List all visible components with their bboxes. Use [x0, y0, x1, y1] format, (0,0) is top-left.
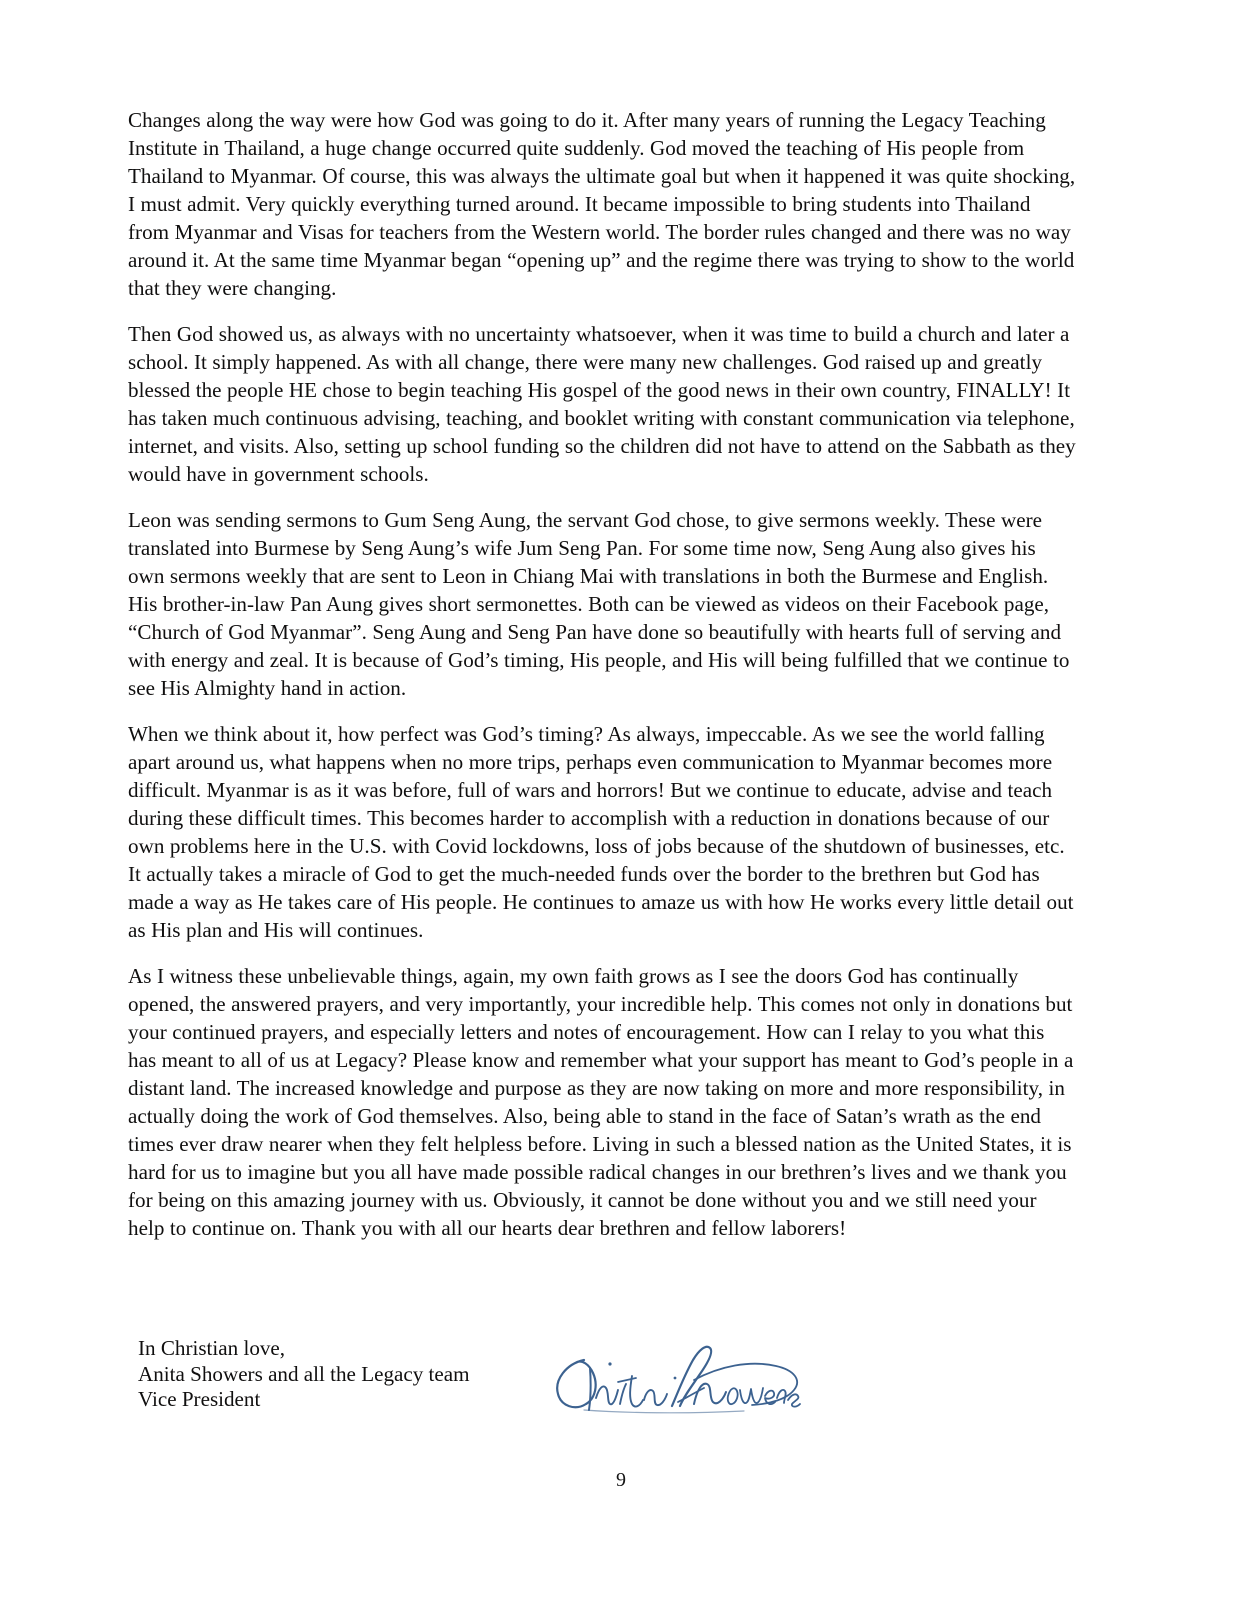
paragraph-5: As I witness these unbelievable things, again, my own faith grows as I see the doors God has continually opened, the answered prayers, and very importantly, your incredible help. This comes not only in donations but your continued prayers, and especially letters and notes of encouragement. How can I relay to you what this has meant to all of us at Legacy? Please know and remember what your support has meant to God’s people in a distant land. The increased knowledge and purpose as they are now taking on more and more responsibility, in actually doing the work of God themselves. Also, being able to stand in the face of Satan’s wrath as the end times ever draw nearer when they felt helpless before. Living in such a blessed nation as the United States, it is hard for us to imagine but you all have made possible radical changes in our brethren’s lives and we thank you for being on this amazing journey with us. Obviously, it cannot be done without you and we still need your help to continue on. Thank you with all our hearts dear brethren and fellow laborers! [128, 964, 1074, 1240]
paragraph-4: When we think about it, how perfect was God’s timing? As always, impeccable. As we see the world falling apart around us, what happens when no more trips, perhaps even communication to Myanmar becomes more difficult. Myanmar is as it was before, full of wars and horrors! But we continue to educate, advise and teach during these difficult times. This becomes harder to accomplish with a reduction in donations because of our own problems here in the U.S. with Covid lockdowns, loss of jobs because of the shutdown of businesses, etc. It actually takes a miracle of God to get the much-needed funds over the border to the brethren but God has made a way as He takes care of His people. He continues to amaze us with how He works every little detail out as His plan and His will continues. [128, 722, 1074, 942]
closing-name: Anita Showers and all the Legacy team [138, 1361, 470, 1386]
closing-block [138, 1336, 558, 1413]
paragraph-2: Then God showed us, as always with no uncertainty whatsoever, when it was time to build a church and later a school. It simply happened. As with all change, there were many new challenges. God raised up and greatly blessed the people HE chose to begin teaching His gospel of the good news in their own country, FINALLY! It has taken much continuous advising, teaching, and booklet writing with constant communication via telephone, internet, and visits. Also, setting up school funding so the children did not have to attend on the Sabbath as they would have in government schools. [128, 322, 1076, 486]
closing-salutation: In Christian love, [138, 1336, 286, 1360]
closing-title: Vice President [138, 1387, 261, 1411]
paragraph-3: Leon was sending sermons to Gum Seng Aung, the servant God chose, to give sermons weekly. These were translated into Burmese by Seng Aung’s wife Jum Seng Pan. For some time now, Seng Aung also gives his own sermons weekly that are sent to Leon in Chiang Mai with translations in both the Burmese and English. His brother-in-law Pan Aung gives short sermonettes. Both can be viewed as videos on their Facebook page, “Church of God Myanmar”. Seng Aung and Seng Pan have done so beautifully with hearts full of serving and with energy and zeal. It is because of God’s timing, His people, and His will being fulfilled that we continue to see His Almighty hand in action. [128, 508, 1070, 700]
letter-body [128, 106, 1076, 1242]
page-number: 9 [616, 1469, 626, 1491]
signature-image [544, 1318, 814, 1418]
paragraph-1: Changes along the way were how God was going to do it. After many years of running the Legacy Teaching Institute in Thailand, a huge change occurred quite suddenly. God moved the teaching of His people from Thailand to Myanmar. Of course, this was always the ultimate goal but when it happened it was quite shocking, I must admit. Very quickly everything turned around. It became impossible to bring students into Thailand from Myanmar and Visas for teachers from the Western world. The border rules changed and there was no way around it. At the same time Myanmar began “opening up” and the regime there was trying to show to the world that they were changing. [128, 108, 1076, 300]
